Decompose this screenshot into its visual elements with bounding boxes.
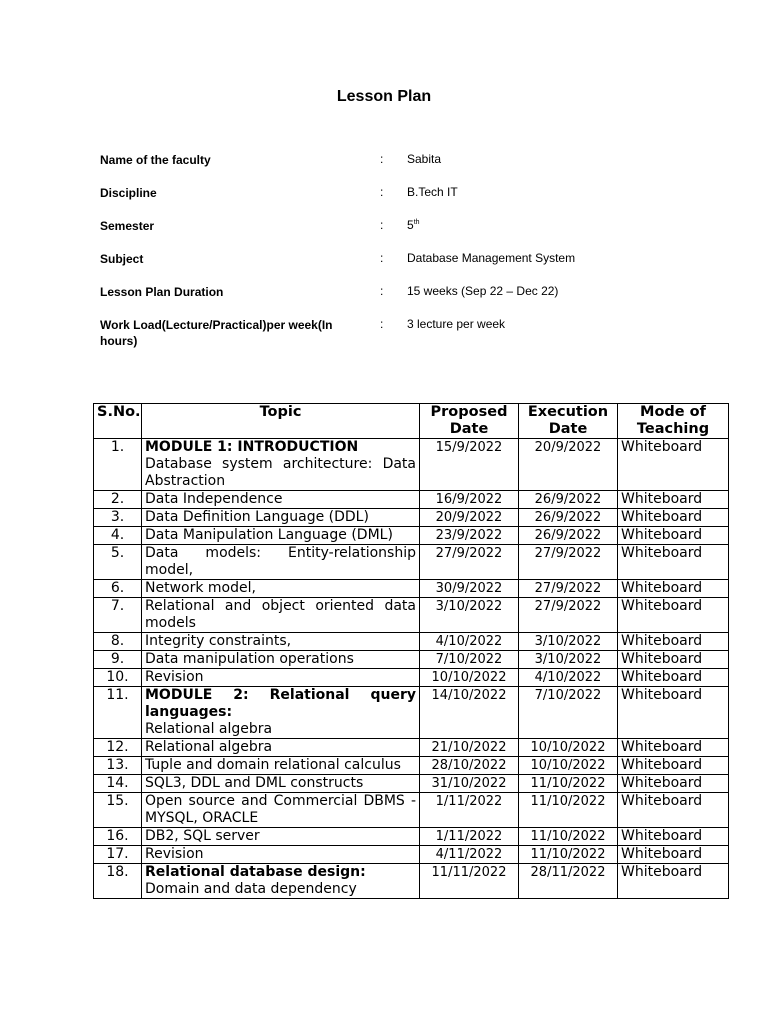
row-execution-date: 11/10/2022 <box>519 775 618 793</box>
info-value: Database Management System <box>407 251 576 265</box>
semester-suffix: th <box>413 219 420 226</box>
header-sno: S.No. <box>94 404 142 439</box>
info-label: Subject <box>100 252 144 266</box>
row-sno: 3. <box>94 509 142 527</box>
row-sno: 12. <box>94 739 142 757</box>
row-mode-of-teaching: Whiteboard <box>618 669 729 687</box>
row-mode-of-teaching: Whiteboard <box>618 439 729 491</box>
row-sno: 16. <box>94 828 142 846</box>
row-sno: 10. <box>94 669 142 687</box>
row-topic: Tuple and domain relational calculus <box>142 757 420 775</box>
row-sno: 13. <box>94 757 142 775</box>
row-sno: 6. <box>94 580 142 598</box>
table-row <box>94 687 729 739</box>
row-sno: 7. <box>94 598 142 633</box>
row-execution-date: 11/10/2022 <box>519 793 618 828</box>
row-proposed-date: 1/11/2022 <box>420 828 519 846</box>
row-execution-date: 4/10/2022 <box>519 669 618 687</box>
row-execution-date: 28/11/2022 <box>519 864 618 899</box>
row-proposed-date: 27/9/2022 <box>420 545 519 580</box>
row-mode-of-teaching: Whiteboard <box>618 828 729 846</box>
row-topic <box>142 864 420 899</box>
row-mode-of-teaching: Whiteboard <box>618 739 729 757</box>
table-row <box>94 669 729 687</box>
header-mode-of-teaching: Mode of Teaching <box>618 404 729 439</box>
row-proposed-date: 30/9/2022 <box>420 580 519 598</box>
info-label: Semester <box>100 219 155 233</box>
table-row <box>94 527 729 545</box>
table-row <box>94 757 729 775</box>
row-mode-of-teaching: Whiteboard <box>618 793 729 828</box>
row-sno: 2. <box>94 491 142 509</box>
row-sno: 9. <box>94 651 142 669</box>
table-row <box>94 775 729 793</box>
info-value: 3 lecture per week <box>407 317 506 331</box>
row-sno: 14. <box>94 775 142 793</box>
module-heading: MODULE 1: INTRODUCTION <box>145 439 359 455</box>
row-topic <box>142 687 420 739</box>
row-sno: 11. <box>94 687 142 739</box>
row-mode-of-teaching: Whiteboard <box>618 864 729 899</box>
row-proposed-date: 23/9/2022 <box>420 527 519 545</box>
row-execution-date: 27/9/2022 <box>519 545 618 580</box>
row-topic <box>142 439 420 491</box>
header-topic: Topic <box>142 404 420 439</box>
row-proposed-date: 11/11/2022 <box>420 864 519 899</box>
row-mode-of-teaching: Whiteboard <box>618 651 729 669</box>
row-sno: 8. <box>94 633 142 651</box>
row-execution-date: 3/10/2022 <box>519 651 618 669</box>
row-topic: Data Definition Language (DDL) <box>142 509 420 527</box>
row-execution-date: 11/10/2022 <box>519 828 618 846</box>
row-topic: Data manipulation operations <box>142 651 420 669</box>
row-execution-date: 7/10/2022 <box>519 687 618 739</box>
table-row <box>94 580 729 598</box>
row-proposed-date: 1/11/2022 <box>420 793 519 828</box>
row-mode-of-teaching: Whiteboard <box>618 545 729 580</box>
info-section <box>100 152 660 357</box>
info-row-faculty <box>100 152 660 185</box>
row-sno: 17. <box>94 846 142 864</box>
info-colon: : <box>380 185 384 199</box>
table-row <box>94 491 729 509</box>
row-mode-of-teaching: Whiteboard <box>618 491 729 509</box>
table-row <box>94 633 729 651</box>
row-mode-of-teaching: Whiteboard <box>618 757 729 775</box>
info-colon: : <box>380 152 384 166</box>
row-topic: Integrity constraints, <box>142 633 420 651</box>
info-row-duration <box>100 284 660 317</box>
info-row-workload <box>100 317 660 357</box>
row-proposed-date: 4/11/2022 <box>420 846 519 864</box>
row-topic: SQL3, DDL and DML constructs <box>142 775 420 793</box>
info-value <box>407 218 420 232</box>
row-mode-of-teaching: Whiteboard <box>618 846 729 864</box>
row-topic: Relational and object oriented data models <box>142 598 420 633</box>
row-topic: Network model, <box>142 580 420 598</box>
row-execution-date: 27/9/2022 <box>519 598 618 633</box>
row-execution-date: 26/9/2022 <box>519 491 618 509</box>
lesson-plan-table <box>93 403 729 899</box>
row-sno: 5. <box>94 545 142 580</box>
table-header-row <box>94 404 729 439</box>
table-row <box>94 439 729 491</box>
row-proposed-date: 20/9/2022 <box>420 509 519 527</box>
module-heading: MODULE 2: Relational query languages: <box>145 687 416 720</box>
row-proposed-date: 28/10/2022 <box>420 757 519 775</box>
row-sno: 18. <box>94 864 142 899</box>
info-row-subject <box>100 251 660 284</box>
row-mode-of-teaching: Whiteboard <box>618 775 729 793</box>
row-mode-of-teaching: Whiteboard <box>618 527 729 545</box>
info-value: B.Tech IT <box>407 185 458 199</box>
topic-text: Relational algebra <box>145 721 273 737</box>
info-label: Lesson Plan Duration <box>100 285 224 299</box>
row-proposed-date: 10/10/2022 <box>420 669 519 687</box>
info-colon: : <box>380 317 384 331</box>
row-proposed-date: 14/10/2022 <box>420 687 519 739</box>
row-execution-date: 3/10/2022 <box>519 633 618 651</box>
row-execution-date: 20/9/2022 <box>519 439 618 491</box>
row-topic: Open source and Commercial DBMS - MYSQL, ORACLE <box>142 793 420 828</box>
row-proposed-date: 31/10/2022 <box>420 775 519 793</box>
row-proposed-date: 21/10/2022 <box>420 739 519 757</box>
topic-text: Database system architecture: Data Abstraction <box>145 456 416 489</box>
table-row <box>94 864 729 899</box>
row-mode-of-teaching: Whiteboard <box>618 509 729 527</box>
row-topic: Data Independence <box>142 491 420 509</box>
module-heading: Relational database design: <box>145 864 366 880</box>
row-execution-date: 10/10/2022 <box>519 739 618 757</box>
info-value: Sabita <box>407 152 442 166</box>
row-execution-date: 11/10/2022 <box>519 846 618 864</box>
info-row-discipline <box>100 185 660 218</box>
table-row <box>94 793 729 828</box>
row-execution-date: 26/9/2022 <box>519 509 618 527</box>
semester-number: 5 <box>407 218 414 232</box>
row-mode-of-teaching: Whiteboard <box>618 633 729 651</box>
table-row <box>94 739 729 757</box>
table-row <box>94 846 729 864</box>
page-title: Lesson Plan <box>336 88 432 105</box>
row-proposed-date: 15/9/2022 <box>420 439 519 491</box>
header-execution-date: Execution Date <box>519 404 618 439</box>
row-mode-of-teaching: Whiteboard <box>618 598 729 633</box>
row-proposed-date: 3/10/2022 <box>420 598 519 633</box>
info-colon: : <box>380 218 384 232</box>
info-label: Discipline <box>100 186 157 200</box>
info-value: 15 weeks (Sep 22 – Dec 22) <box>407 284 559 298</box>
table-row <box>94 545 729 580</box>
row-mode-of-teaching: Whiteboard <box>618 687 729 739</box>
row-sno: 15. <box>94 793 142 828</box>
row-execution-date: 10/10/2022 <box>519 757 618 775</box>
table-row <box>94 598 729 633</box>
info-colon: : <box>380 284 384 298</box>
row-proposed-date: 4/10/2022 <box>420 633 519 651</box>
table-row <box>94 651 729 669</box>
info-label: Work Load(Lecture/Practical)per week(In hours) <box>100 318 333 348</box>
row-topic: Relational algebra <box>142 739 420 757</box>
row-topic: Data Manipulation Language (DML) <box>142 527 420 545</box>
row-sno: 4. <box>94 527 142 545</box>
table-row <box>94 509 729 527</box>
row-topic: DB2, SQL server <box>142 828 420 846</box>
info-colon: : <box>380 251 384 265</box>
row-proposed-date: 7/10/2022 <box>420 651 519 669</box>
row-execution-date: 26/9/2022 <box>519 527 618 545</box>
info-row-semester <box>100 218 660 251</box>
row-topic: Data models: Entity-relationship model, <box>142 545 420 580</box>
table-row <box>94 828 729 846</box>
row-execution-date: 27/9/2022 <box>519 580 618 598</box>
row-mode-of-teaching: Whiteboard <box>618 580 729 598</box>
row-topic: Revision <box>142 669 420 687</box>
row-sno: 1. <box>94 439 142 491</box>
topic-text: Domain and data dependency <box>145 881 357 897</box>
row-topic: Revision <box>142 846 420 864</box>
header-proposed-date: Proposed Date <box>420 404 519 439</box>
info-label: Name of the faculty <box>100 153 211 167</box>
row-proposed-date: 16/9/2022 <box>420 491 519 509</box>
